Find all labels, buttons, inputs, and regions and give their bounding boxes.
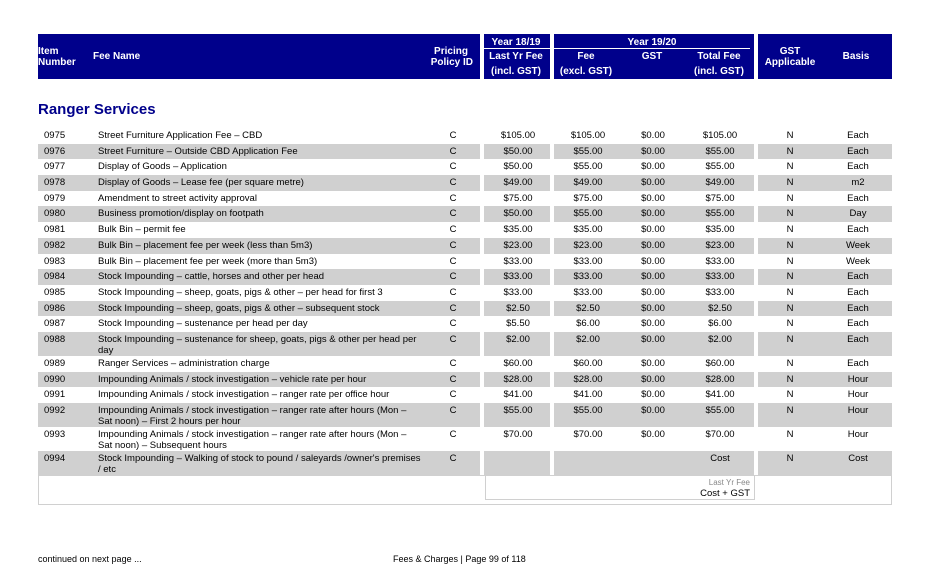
cell-gst: $0.00: [641, 429, 665, 440]
cell-ga: N: [786, 130, 794, 141]
cell-tot: $33.00: [705, 271, 735, 283]
cell-pp: C: [449, 429, 457, 440]
column-gap: [550, 159, 554, 175]
cell-tot: $41.00: [705, 389, 735, 401]
cell-ga: N: [786, 192, 794, 204]
column-gap: [480, 332, 484, 356]
cost-note-label: Last Yr Fee: [708, 478, 750, 487]
cell-tot: $55.00: [705, 145, 735, 157]
cell-gst: $0.00: [641, 389, 665, 401]
column-gap: [754, 301, 758, 317]
cell-num: 0986: [44, 302, 66, 314]
cell-gst: $0.00: [641, 161, 665, 173]
cell-fee: $70.00: [573, 429, 603, 440]
column-gap: [550, 144, 554, 160]
cell-tot: $55.00: [705, 161, 735, 173]
cell-fee: $33.00: [573, 255, 603, 267]
cell-pp: C: [449, 333, 457, 345]
cell-tot: $6.00: [708, 318, 732, 330]
cell-tot: $70.00: [705, 429, 735, 440]
cell-fee: $2.50: [576, 302, 600, 314]
column-gap: [550, 222, 554, 238]
column-gap: [480, 206, 484, 222]
cell-num: 0988: [44, 333, 66, 345]
column-gap: [754, 222, 758, 238]
cell-gst: $0.00: [641, 239, 665, 251]
cell-num: 0983: [44, 255, 66, 267]
cell-pp: C: [449, 389, 457, 401]
column-gap: [754, 144, 758, 160]
cell-tot: $60.00: [705, 357, 735, 369]
cell-num: 0976: [44, 145, 66, 157]
cell-ly: $33.00: [503, 286, 533, 298]
table-header: [38, 34, 892, 79]
cell-ly: $75.00: [503, 192, 533, 204]
cell-name: Impounding Animals / stock investigation – ranger rate per office hour: [98, 389, 390, 401]
column-gap: [480, 356, 484, 372]
cell-ly: $50.00: [503, 145, 533, 157]
cell-name: Stock Impounding – sustenance per head per day: [98, 318, 308, 330]
cell-basis: Week: [845, 239, 871, 251]
header-total-fee: Total Fee: [697, 51, 741, 62]
header-divider: [554, 48, 750, 49]
cell-basis: Each: [847, 145, 869, 157]
cost-note-row: [38, 475, 892, 505]
column-gap: [550, 238, 554, 254]
cell-ga: N: [786, 208, 794, 220]
header-excl-gst: (excl. GST): [559, 66, 613, 77]
cell-ga: N: [786, 318, 794, 330]
cell-pp: C: [449, 453, 457, 464]
cell-name: Business promotion/display on footpath: [98, 208, 264, 220]
column-gap: [550, 316, 554, 332]
cell-ga: N: [786, 161, 794, 173]
column-gap: [480, 159, 484, 175]
cell-gst: $0.00: [641, 208, 665, 220]
column-gap: [550, 206, 554, 222]
cell-pp: C: [449, 161, 457, 173]
cell-tot: $2.00: [708, 333, 732, 345]
cell-tot: $55.00: [705, 405, 735, 416]
column-gap: [754, 427, 758, 451]
column-gap: [550, 175, 554, 191]
cell-ga: N: [786, 405, 794, 416]
cell-pp: C: [449, 239, 457, 251]
cell-ga: N: [786, 429, 794, 440]
cell-gst: $0.00: [641, 373, 665, 385]
cell-gst: $0.00: [641, 130, 665, 141]
column-gap: [550, 387, 554, 403]
cell-num: 0981: [44, 224, 66, 236]
cell-basis: Hour: [847, 429, 869, 440]
table-row: [38, 238, 892, 254]
table-row: [38, 159, 892, 175]
cell-tot: $23.00: [705, 239, 735, 251]
cell-name: Bulk Bin – permit fee: [98, 224, 186, 236]
column-gap: [550, 128, 554, 144]
table-row: [38, 332, 892, 356]
cell-gst: $0.00: [641, 145, 665, 157]
cell-ly: $23.00: [503, 239, 533, 251]
cell-num: 0985: [44, 286, 66, 298]
cell-fee: $55.00: [573, 208, 603, 220]
header-year-prev: Year 18/19: [491, 37, 541, 48]
table-row: [38, 387, 892, 403]
cell-tot: $55.00: [705, 208, 735, 220]
cell-ga: N: [786, 145, 794, 157]
cell-tot: Cost: [710, 453, 730, 464]
cell-tot: $28.00: [705, 373, 735, 385]
cell-name: Stock Impounding – Walking of stock to pound / saleyards /owner's premises / etc: [98, 453, 421, 475]
column-gap: [754, 206, 758, 222]
cell-basis: Each: [847, 224, 869, 236]
cell-fee: $55.00: [573, 161, 603, 173]
column-gap: [550, 285, 554, 301]
cell-pp: C: [449, 192, 457, 204]
cell-tot: $33.00: [705, 286, 735, 298]
cell-ga: N: [786, 333, 794, 345]
cell-basis: Cost: [848, 453, 868, 464]
cell-gst: $0.00: [641, 302, 665, 314]
cell-tot: $2.50: [708, 302, 732, 314]
cost-note-box: [485, 476, 755, 500]
column-gap: [480, 427, 484, 451]
cell-basis: Each: [847, 161, 869, 173]
cell-ga: N: [786, 453, 794, 464]
cell-num: 0977: [44, 161, 66, 173]
cell-name: Impounding Animals / stock investigation – ranger rate after hours (Mon – Sat noon) – First 2 hours per hour: [98, 405, 407, 427]
cell-tot: $35.00: [705, 224, 735, 236]
cell-name: Stock Impounding – sheep, goats, pigs & other – subsequent stock: [98, 302, 380, 314]
column-gap: [754, 191, 758, 207]
header-total-incl-gst: (incl. GST): [694, 66, 744, 77]
cell-name: Stock Impounding – cattle, horses and other per head: [98, 271, 325, 283]
table-row: [38, 285, 892, 301]
cell-fee: $33.00: [573, 286, 603, 298]
cell-name: Display of Goods – Lease fee (per square metre): [98, 177, 304, 189]
cell-name: Amendment to street activity approval: [98, 192, 257, 204]
cell-ga: N: [786, 357, 794, 369]
cell-name: Ranger Services – administration charge: [98, 357, 270, 369]
cell-gst: $0.00: [641, 357, 665, 369]
cell-tot: $75.00: [705, 192, 735, 204]
column-gap: [480, 301, 484, 317]
column-gap: [754, 238, 758, 254]
column-gap: [754, 175, 758, 191]
table-row: [38, 316, 892, 332]
cell-gst: $0.00: [641, 405, 665, 416]
cell-basis: Each: [847, 333, 869, 345]
column-gap: [754, 269, 758, 285]
table-row: [38, 191, 892, 207]
cell-tot: $33.00: [705, 255, 735, 267]
column-gap: [480, 254, 484, 270]
cell-pp: C: [449, 373, 457, 385]
cell-ly: $2.50: [506, 302, 530, 314]
cell-fee: $60.00: [573, 357, 603, 369]
cell-ga: N: [786, 389, 794, 401]
cell-name: Stock Impounding – sheep, goats, pigs & other – per head for first 3: [98, 286, 383, 298]
cell-ga: N: [786, 224, 794, 236]
cell-pp: C: [449, 405, 457, 416]
table-row: [38, 128, 892, 144]
cell-pp: C: [449, 286, 457, 298]
cell-ga: N: [786, 255, 794, 267]
cell-gst: $0.00: [641, 286, 665, 298]
cell-pp: C: [449, 224, 457, 236]
table-row: [38, 144, 892, 160]
cell-ga: N: [786, 286, 794, 298]
cell-num: 0987: [44, 318, 66, 330]
cell-name: Display of Goods – Application: [98, 161, 227, 173]
cell-ly: $50.00: [503, 208, 533, 220]
column-gap: [550, 451, 554, 475]
header-divider: [484, 48, 550, 49]
cell-ly: $50.00: [503, 161, 533, 173]
column-gap: [754, 356, 758, 372]
cell-ly: $5.50: [506, 318, 530, 330]
table-row: [38, 301, 892, 317]
table-row: [38, 403, 892, 427]
cell-name: Street Furniture Application Fee – CBD: [98, 130, 263, 141]
cell-ly: $105.00: [500, 130, 536, 141]
cell-ga: N: [786, 302, 794, 314]
column-gap: [754, 285, 758, 301]
header-year-curr: Year 19/20: [627, 37, 677, 48]
cell-ly: $41.00: [503, 389, 533, 401]
column-gap: [550, 254, 554, 270]
section-title: Ranger Services: [38, 101, 156, 118]
cell-name: Bulk Bin – placement fee per week (more than 5m3): [98, 255, 318, 267]
cell-gst: $0.00: [641, 224, 665, 236]
cell-fee: $41.00: [573, 389, 603, 401]
cell-fee: $75.00: [573, 192, 603, 204]
cell-fee: $35.00: [573, 224, 603, 236]
cell-ly: $2.00: [506, 333, 530, 345]
column-gap: [550, 332, 554, 356]
cell-basis: Each: [847, 192, 869, 204]
column-gap: [754, 451, 758, 475]
cell-basis: Hour: [847, 405, 869, 416]
column-gap: [754, 159, 758, 175]
cell-basis: Each: [847, 357, 869, 369]
cell-basis: Week: [845, 255, 871, 267]
column-gap: [754, 254, 758, 270]
cell-num: 0978: [44, 177, 66, 189]
cell-gst: $0.00: [641, 255, 665, 267]
cell-name: Stock Impounding – sustenance for sheep, goats, pigs & other per head per day: [98, 333, 417, 356]
cell-ly: $33.00: [503, 255, 533, 267]
cell-num: 0992: [44, 405, 66, 416]
cell-pp: C: [449, 130, 457, 141]
cell-fee: $28.00: [573, 373, 603, 385]
cell-num: 0984: [44, 271, 66, 283]
cell-ga: N: [786, 271, 794, 283]
cell-num: 0989: [44, 357, 66, 369]
column-gap: [480, 144, 484, 160]
fee-table: [38, 128, 892, 505]
cell-tot: $105.00: [702, 130, 738, 141]
column-gap: [480, 372, 484, 388]
cell-ly: $55.00: [503, 405, 533, 416]
column-gap: [754, 316, 758, 332]
cell-pp: C: [449, 357, 457, 369]
cell-basis: Each: [847, 302, 869, 314]
cell-num: 0994: [44, 453, 66, 464]
column-gap: [754, 403, 758, 427]
cell-basis: Each: [847, 286, 869, 298]
table-row: [38, 356, 892, 372]
header-gst-applicable: GST Applicable: [764, 46, 816, 68]
column-gap: [480, 316, 484, 332]
cell-num: 0980: [44, 208, 66, 220]
cell-ly: $35.00: [503, 224, 533, 236]
cell-ly: $70.00: [503, 429, 533, 440]
table-row: [38, 175, 892, 191]
cell-gst: $0.00: [641, 318, 665, 330]
column-gap: [754, 332, 758, 356]
header-basis: Basis: [842, 51, 870, 62]
header-pricing-policy: Pricing Policy ID: [430, 46, 473, 68]
cell-basis: Hour: [847, 373, 869, 385]
cell-num: 0990: [44, 373, 66, 385]
cell-name: Impounding Animals / stock investigation – vehicle rate per hour: [98, 373, 367, 385]
cell-ly: $33.00: [503, 271, 533, 283]
cell-name: Street Furniture – Outside CBD Application Fee: [98, 145, 298, 157]
column-gap: [550, 356, 554, 372]
cell-fee: $49.00: [573, 177, 603, 189]
column-gap: [480, 175, 484, 191]
cell-gst: $0.00: [641, 177, 665, 189]
cell-pp: C: [449, 318, 457, 330]
header-gst: GST: [641, 51, 663, 62]
column-gap: [754, 372, 758, 388]
cell-ga: N: [786, 239, 794, 251]
column-gap: [480, 128, 484, 144]
cell-basis: Each: [847, 130, 869, 141]
cell-pp: C: [449, 255, 457, 267]
column-gap: [480, 285, 484, 301]
table-row: [38, 372, 892, 388]
cell-ly: $60.00: [503, 357, 533, 369]
cell-fee: $2.00: [576, 333, 600, 345]
header-last-yr-fee: Last Yr Fee: [489, 51, 543, 62]
cell-ga: N: [786, 177, 794, 189]
column-gap: [480, 238, 484, 254]
cell-fee: $105.00: [570, 130, 606, 141]
cell-pp: C: [449, 208, 457, 220]
cell-name: Impounding Animals / stock investigation – ranger rate after hours (Mon – Sat noon) – Subsequent hours: [98, 429, 407, 451]
cell-fee: $23.00: [573, 239, 603, 251]
table-row: [38, 269, 892, 285]
cell-ly: $28.00: [503, 373, 533, 385]
column-gap: [550, 301, 554, 317]
cell-num: 0993: [44, 429, 66, 440]
cell-pp: C: [449, 271, 457, 283]
cell-num: 0975: [44, 130, 66, 141]
column-gap: [480, 451, 484, 475]
table-row: [38, 427, 892, 451]
cell-name: Bulk Bin – placement fee per week (less than 5m3): [98, 239, 313, 251]
column-gap: [480, 269, 484, 285]
column-gap: [480, 387, 484, 403]
cell-gst: $0.00: [641, 333, 665, 345]
column-gap: [480, 403, 484, 427]
footer-continued: continued on next page ...: [38, 554, 142, 564]
cell-fee: $55.00: [573, 405, 603, 416]
cell-basis: Hour: [847, 389, 869, 401]
column-gap: [550, 372, 554, 388]
column-gap: [550, 191, 554, 207]
cell-gst: $0.00: [641, 271, 665, 283]
column-gap: [550, 427, 554, 451]
header-fee-name: Fee Name: [93, 51, 141, 62]
table-row: [38, 222, 892, 238]
cell-ly: $49.00: [503, 177, 533, 189]
cell-fee: $33.00: [573, 271, 603, 283]
column-gap: [550, 403, 554, 427]
cell-ga: N: [786, 373, 794, 385]
table-row: [38, 206, 892, 222]
footer-page-number: Fees & Charges | Page 99 of 118: [393, 554, 526, 564]
header-fee: Fee: [577, 51, 595, 62]
header-item-number: Item Number: [38, 46, 76, 68]
column-gap: [754, 128, 758, 144]
header-incl-gst: (incl. GST): [491, 66, 541, 77]
column-gap: [550, 269, 554, 285]
cell-num: 0979: [44, 192, 66, 204]
table-row: [38, 451, 892, 475]
cell-tot: $49.00: [705, 177, 735, 189]
table-row: [38, 254, 892, 270]
cell-pp: C: [449, 177, 457, 189]
cell-num: 0991: [44, 389, 66, 401]
cell-pp: C: [449, 145, 457, 157]
cell-num: 0982: [44, 239, 66, 251]
cell-pp: C: [449, 302, 457, 314]
column-gap: [754, 387, 758, 403]
cell-basis: Day: [849, 208, 867, 220]
cell-basis: m2: [851, 177, 865, 189]
cell-fee: $55.00: [573, 145, 603, 157]
cell-basis: Each: [847, 318, 869, 330]
cell-fee: $6.00: [576, 318, 600, 330]
cell-gst: $0.00: [641, 192, 665, 204]
column-gap: [480, 191, 484, 207]
column-gap: [480, 222, 484, 238]
cell-basis: Each: [847, 271, 869, 283]
cost-note-value: Cost + GST: [700, 488, 750, 499]
